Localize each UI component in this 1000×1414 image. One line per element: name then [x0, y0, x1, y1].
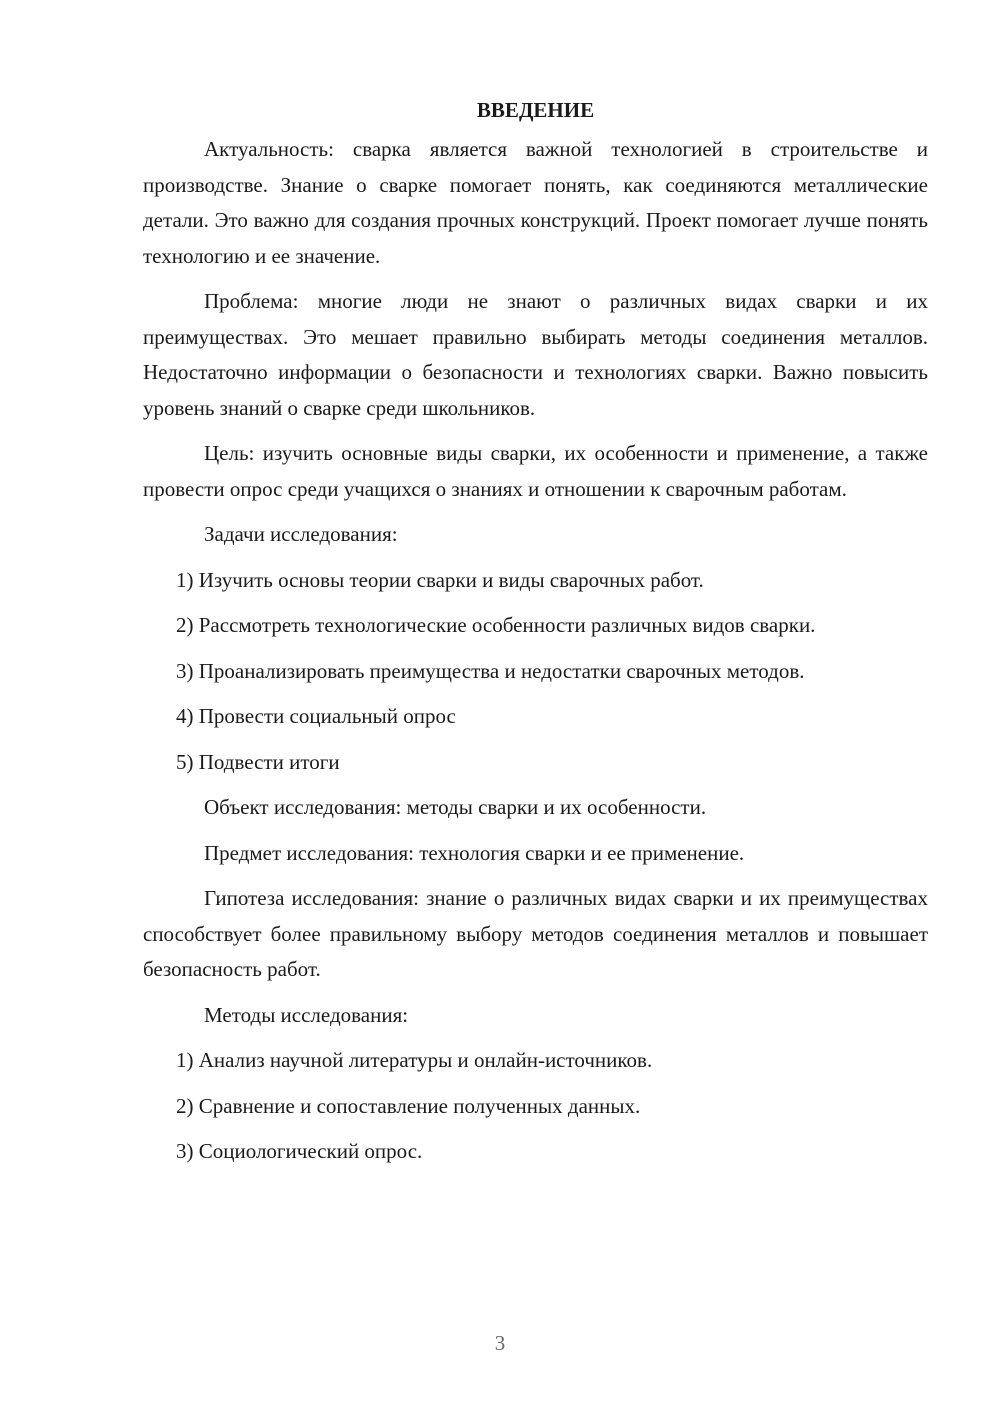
methods-label: Методы исследования:: [204, 1002, 409, 1027]
list-item: 3) Проанализировать преимущества и недостатки сварочных методов.: [176, 658, 805, 683]
problem-paragraph: Проблема: многие люди не знают о различных видах сварки и их преимуществах. Это мешает правильно выбирать методы соединения металлов. Недостаточно информации о безопасности и технологиях сварки. Важно повысить уровень знаний о сварке среди школьников.: [143, 289, 928, 420]
tasks-list: [143, 563, 928, 781]
list-item: 2) Рассмотреть технологические особенности различных видов сварки.: [176, 613, 816, 637]
document-page: [143, 93, 928, 1180]
list-item: 1) Анализ научной литературы и онлайн-источников.: [176, 1048, 653, 1072]
goal-paragraph: Цель: изучить основные виды сварки, их особенности и применение, а также провести опрос среди учащихся о знаниях и отношении к сварочным работам.: [143, 441, 928, 501]
hypothesis-paragraph: Гипотеза исследования: знание о различных видах сварки и их преимуществах способствует более правильному выбору методов соединения металлов и повышает безопасность работ.: [143, 886, 928, 981]
list-item: 4) Провести социальный опрос: [176, 704, 456, 728]
list-item: 5) Подвести итоги: [176, 749, 340, 774]
subject-line: Предмет исследования: технология сварки и ее применение.: [204, 840, 745, 865]
object-line: Объект исследования: методы сварки и их особенности.: [204, 795, 707, 819]
list-item: 3) Социологический опрос.: [176, 1139, 423, 1163]
page-number: 3: [494, 1331, 506, 1355]
relevance-paragraph: Актуальность: сварка является важной технологией в строительстве и производстве. Знание о сварке помогает понять, как соединяются металлические детали. Это важно для создания прочных конструкций. Проект помогает лучше понять технологию и ее значение.: [143, 137, 928, 268]
page-title: ВВЕДЕНИЕ: [476, 98, 595, 122]
tasks-label: Задачи исследования:: [204, 522, 398, 546]
methods-list: [143, 1043, 928, 1170]
list-item: 1) Изучить основы теории сварки и виды сварочных работ.: [176, 567, 704, 592]
list-item: 2) Сравнение и сопоставление полученных данных.: [176, 1093, 641, 1118]
